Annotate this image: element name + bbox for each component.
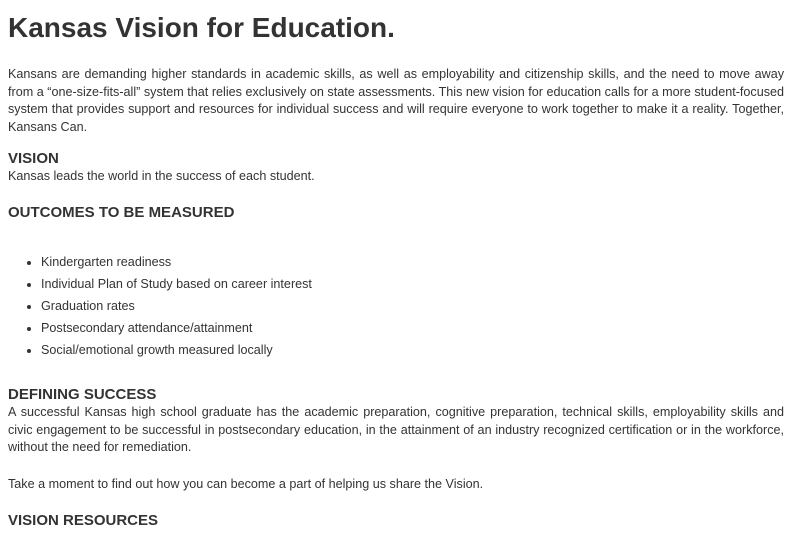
list-item: • Postsecondary attendance/attainment	[41, 317, 784, 339]
list-item: • Graduation rates	[41, 295, 784, 317]
outcomes-list	[8, 251, 784, 361]
list-item: • Kindergarten readiness	[41, 251, 784, 273]
vision-resources-section	[8, 512, 784, 530]
page-title: Kansas Vision for Education.	[8, 12, 395, 43]
defining-success-heading: DEFINING SUCCESS	[8, 385, 157, 403]
vision-heading: VISION	[8, 150, 59, 168]
outcomes-section	[8, 204, 784, 361]
share-vision-text: Take a moment to find out how you can become a part of helping us share the Vision.	[8, 476, 484, 491]
intro-paragraph: Kansans are demanding higher standards in academic skills, as well as employability and citizenship skills, and the need to move away from a “one-size-fits-all” system that relies exclusively on state assessments. This new vision for education calls for a more student-focused system that provides support and resources for individual success and will require everyone to work together to make it a reality. Together, Kansans Can.	[8, 67, 784, 134]
defining-success-section	[8, 386, 784, 493]
defining-success-text: A successful Kansas high school graduate has the academic preparation, cognitive preparation, technical skills, employability skills and civic engagement to be successful in postsecondary education, in the attainment of an industry recognized certification or in the workforce, without the need for remediation.	[8, 404, 784, 455]
vision-resources-heading: VISION RESOURCES	[8, 512, 159, 530]
list-item: • Social/emotional growth measured locally	[41, 339, 784, 361]
vision-statement: Kansas leads the world in the success of each student.	[8, 169, 315, 184]
vision-section	[8, 150, 784, 186]
list-item: • Individual Plan of Study based on career interest	[41, 273, 784, 295]
outcomes-heading: OUTCOMES TO BE MEASURED	[8, 203, 235, 221]
